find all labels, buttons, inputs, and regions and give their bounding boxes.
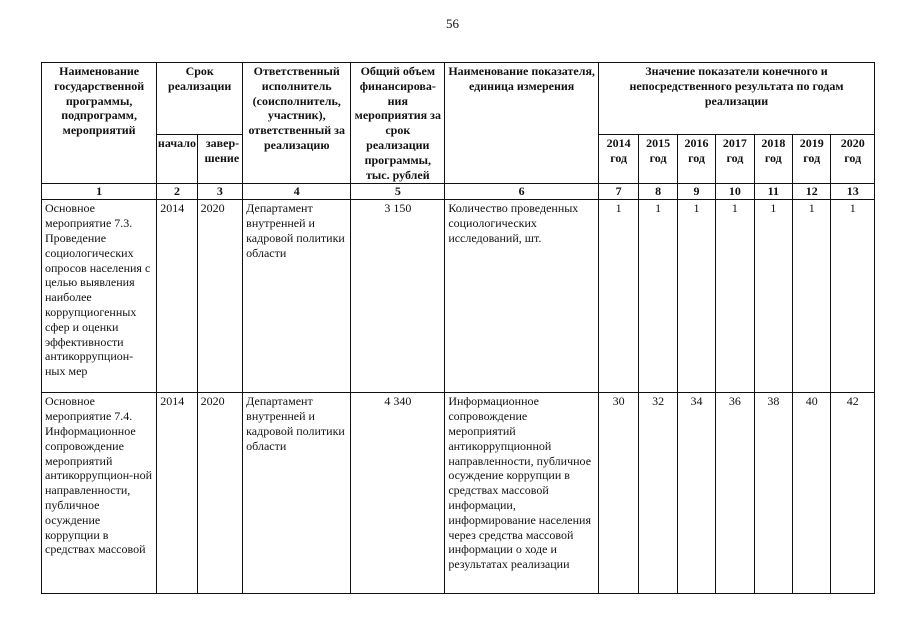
year-value: 1 (598, 200, 638, 393)
year-value: 42 (831, 393, 875, 594)
header-funding: Общий объем финансирова-ния мероприятия за срок реализации программы, тыс. рублей (351, 63, 445, 184)
column-number: 1 (42, 184, 157, 200)
year-value: 1 (793, 200, 831, 393)
activity-name: Основное мероприятие 7.3. Проведение социологических опросов населения с целью выявления наиболее коррупциогенных сфер и оценки эффективности антикоррупцион-ных мер (42, 200, 157, 393)
header-period: Срок реализации (157, 63, 243, 135)
year-value: 34 (677, 393, 715, 594)
end-year: 2020 (197, 393, 243, 594)
column-number-row (42, 184, 875, 200)
start-year: 2014 (157, 200, 197, 393)
funding-amount: 4 340 (351, 393, 445, 594)
column-number: 6 (445, 184, 599, 200)
header-row-1 (42, 63, 875, 135)
column-number: 5 (351, 184, 445, 200)
indicator-name: Информационное сопровождение мероприятий антикоррупционной направленности, публичное осуждение коррупции в средствах массовой информации, информирование населения через средства массовой информации о ходе и результатах реализации (445, 393, 599, 594)
year-value: 1 (716, 200, 754, 393)
year-value: 1 (677, 200, 715, 393)
year-value: 38 (754, 393, 792, 594)
column-number: 4 (243, 184, 351, 200)
column-number: 9 (677, 184, 715, 200)
executor: Департамент внутренней и кадровой политики области (243, 200, 351, 393)
indicator-name: Количество проведенных социологических исследований, шт. (445, 200, 599, 393)
header-year: 2019 год (793, 134, 831, 183)
table-row (42, 200, 875, 393)
funding-amount: 3 150 (351, 200, 445, 393)
header-start: начало (157, 134, 197, 183)
column-number: 12 (793, 184, 831, 200)
year-value: 1 (639, 200, 677, 393)
header-values: Значение показатели конечного и непосредственного результата по годам реализации (598, 63, 874, 135)
header-year: 2020 год (831, 134, 875, 183)
year-value: 1 (831, 200, 875, 393)
column-number: 7 (598, 184, 638, 200)
header-year: 2015 год (639, 134, 677, 183)
column-number: 10 (716, 184, 754, 200)
column-number: 13 (831, 184, 875, 200)
year-value: 1 (754, 200, 792, 393)
header-year: 2014 год (598, 134, 638, 183)
activity-name: Основное мероприятие 7.4. Информационное сопровождение мероприятий антикоррупцион-ной направленности, публичное осуждение коррупции в средствах массовой (42, 393, 157, 594)
year-value: 32 (639, 393, 677, 594)
year-value: 40 (793, 393, 831, 594)
header-name: Наименование государственной программы, подпрограмм, мероприятий (42, 63, 157, 184)
year-value: 36 (716, 393, 754, 594)
table-row (42, 393, 875, 594)
header-end: завер-шение (197, 134, 243, 183)
page-number: 56 (446, 16, 459, 31)
program-table (41, 62, 875, 594)
end-year: 2020 (197, 200, 243, 393)
column-number: 3 (197, 184, 243, 200)
column-number: 8 (639, 184, 677, 200)
header-year: 2017 год (716, 134, 754, 183)
header-year: 2018 год (754, 134, 792, 183)
executor: Департамент внутренней и кадровой политики области (243, 393, 351, 594)
column-number: 11 (754, 184, 792, 200)
column-number: 2 (157, 184, 197, 200)
header-executor: Ответственный исполнитель (соисполнитель, участник), ответственный за реализацию (243, 63, 351, 184)
start-year: 2014 (157, 393, 197, 594)
header-year: 2016 год (677, 134, 715, 183)
header-indicator: Наименование показателя, единица измерения (445, 63, 599, 184)
year-value: 30 (598, 393, 638, 594)
